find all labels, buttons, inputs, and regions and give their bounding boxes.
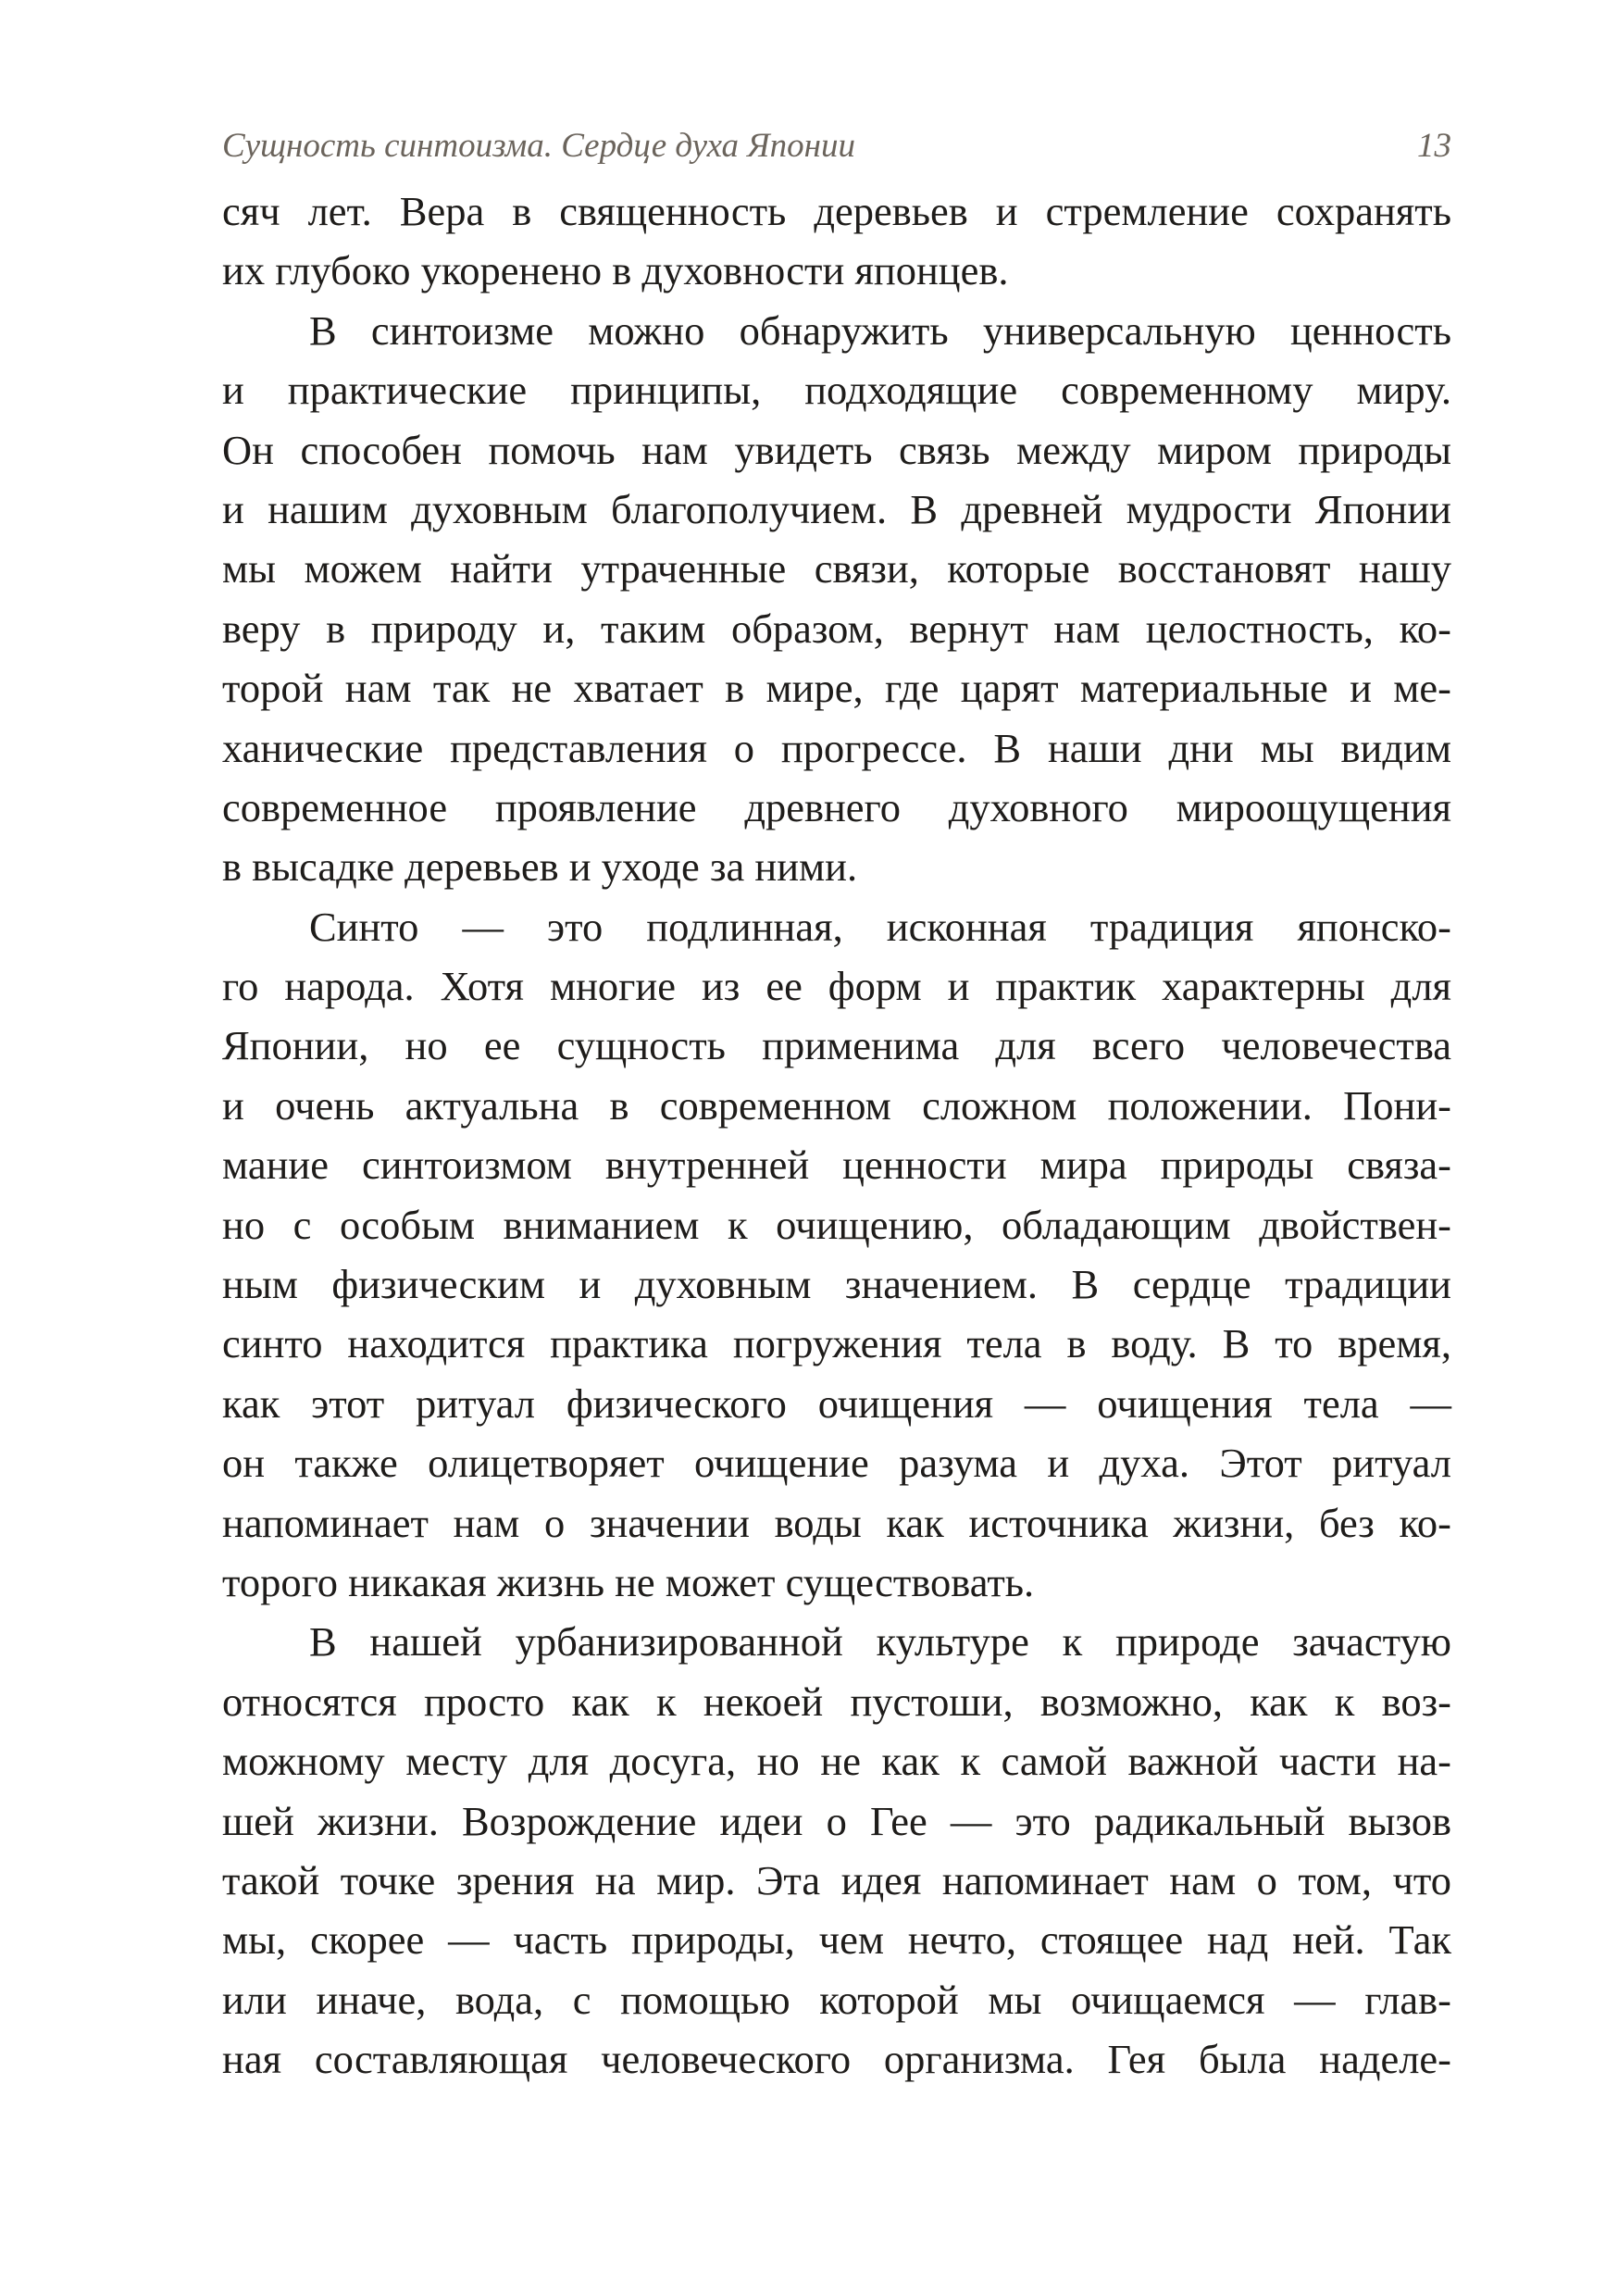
text-line: и практические принципы, подходящие современному миру. [222,367,1451,414]
text-line: Синто — это подлинная, исконная традиция японско- [309,903,1451,950]
text-line: мание синтоизмом внутренней ценности мира природы связа- [222,1142,1451,1189]
text-line: торой нам так не хватает в мире, где царят материальные и ме- [222,665,1451,712]
text-line: ная составляющая человеческого организма. Гея была наделе- [222,2036,1451,2083]
text-line: относятся просто как к некоей пустоши, возможно, как к воз- [222,1678,1451,1725]
text-line: ным физическим и духовным значением. В сердце традиции [222,1261,1451,1308]
running-head [222,119,1451,174]
text-line: веру в природу и, таким образом, вернут нам целостность, ко- [222,605,1451,652]
text-line: В синтоизме можно обнаружить универсальную ценность [309,306,1451,354]
paragraph [222,1612,1451,2089]
text-line: В нашей урбанизированной культуре к природе зачастую [309,1618,1451,1666]
running-head-title: Сущность синтоизма. Сердце духа Японии [222,127,855,165]
text-line: или иначе, вода, с помощью которой мы очищаемся — глав- [222,1976,1451,2023]
text-line: мы, скорее — часть природы, чем нечто, стоящее над ней. Так [222,1916,1451,1964]
paragraph [222,181,1451,301]
text-line: ханические представления о прогрессе. В наши дни мы видим [222,724,1451,771]
text-line: в высадке деревьев и уходе за ними. [222,843,858,891]
text-line: шей жизни. Возрождение идеи о Гее — это радикальный вызов [222,1797,1451,1844]
text-line: такой точке зрения на мир. Эта идея напоминает нам о том, что [222,1856,1451,1903]
body-text [222,181,1451,2090]
text-line: го народа. Хотя многие из ее форм и практик характерны для [222,963,1451,1010]
paragraph [222,301,1451,897]
text-line: современное проявление древнего духовного мироощущения [222,783,1451,830]
text-line: и очень актуальна в современном сложном положении. Пони- [222,1081,1451,1129]
text-line: мы можем найти утраченные связи, которые восстановят нашу [222,545,1451,593]
text-line: можному месту для досуга, но не как к самой важной части на- [222,1738,1451,1785]
text-line: как этот ритуал физического очищения — очищения тела — [222,1379,1451,1427]
text-line: Японии, но ее сущность применима для всего человечества [222,1022,1451,1069]
text-line: торого никакая жизнь не может существовать. [222,1558,1035,1605]
text-line: синто находится практика погружения тела в воду. В то время, [222,1320,1451,1367]
text-line: сяч лет. Вера в священность деревьев и стремление сохранять [222,188,1451,234]
text-line: напоминает нам о значении воды как источника жизни, без ко- [222,1499,1451,1546]
paragraph [222,897,1451,1613]
page-number: 13 [1417,127,1451,165]
text-line: он также олицетворяет очищение разума и духа. Этот ритуал [222,1440,1451,1487]
text-line: их глубоко укоренено в духовности японцев. [222,247,1009,294]
text-line: Он способен помочь нам увидеть связь между миром природы [222,426,1451,473]
text-line: но с особым вниманием к очищению, обладающим двойствен- [222,1201,1451,1248]
text-line: и нашим духовным благополучием. В древней мудрости Японии [222,485,1451,532]
